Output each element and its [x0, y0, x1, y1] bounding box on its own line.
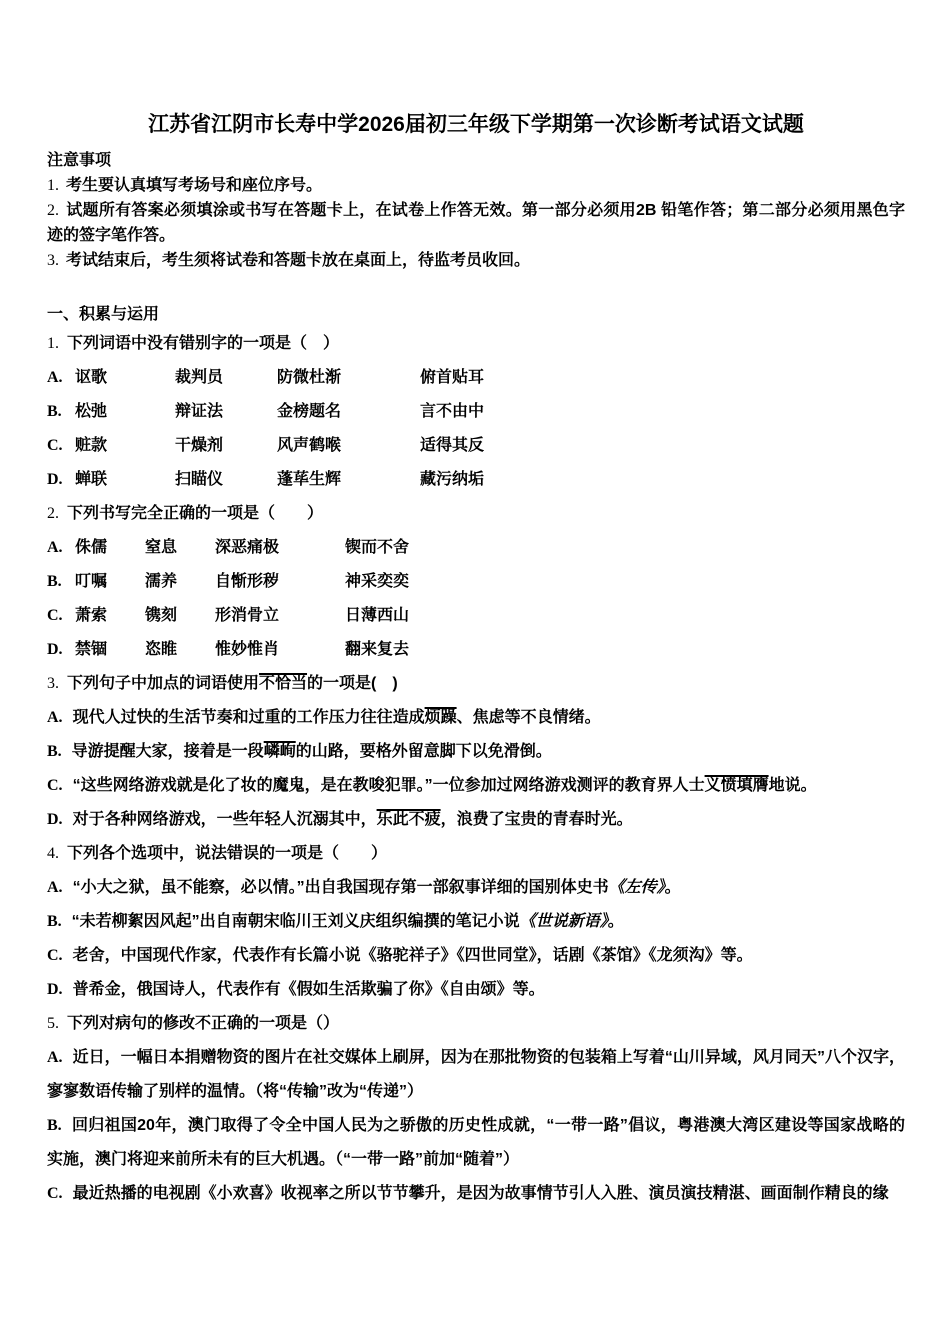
question-2-stem [47, 497, 905, 531]
option-label: C. [47, 947, 63, 964]
question-4-option-d [47, 973, 905, 1007]
question-3 [47, 667, 905, 837]
option-word: 萧索 [75, 607, 108, 624]
option-label: D. [47, 471, 63, 488]
option-text: 老舍，中国现代作家，代表作有长篇小说《骆驼祥子》《四世同堂》，话剧《茶馆》《龙须沟》等。 [72, 947, 753, 964]
option-label: B. [47, 913, 62, 930]
question-3-option-b [47, 735, 905, 769]
option-text: 、焦虑等不良情绪。 [456, 709, 601, 726]
question-4-option-a [47, 871, 905, 905]
option-word: 自惭形秽 [215, 573, 280, 590]
book-title: 《世说新语》 [519, 913, 608, 930]
option-label: D. [47, 981, 63, 998]
notice-item-text: 考生要认真填写考场号和座位序号。 [66, 177, 323, 194]
emphasized-word: 烦躁 [424, 709, 457, 726]
question-3-option-c [47, 769, 905, 803]
question-2-option-c [47, 599, 905, 633]
question-4-option-b [47, 905, 905, 939]
option-label: A. [47, 539, 63, 556]
question-5-option-c [47, 1177, 905, 1211]
option-word: 松弛 [75, 403, 108, 420]
option-label: B. [47, 403, 62, 420]
option-text: 。 [664, 879, 681, 896]
notice-heading: 注意事项 [47, 152, 112, 169]
question-4-stem [47, 837, 905, 871]
option-word: 防微杜渐 [277, 369, 342, 386]
option-word: 赃款 [75, 437, 108, 454]
notice-item [47, 198, 905, 248]
notice-section [47, 148, 905, 273]
question-4-option-c [47, 939, 905, 973]
emphasized-word: 嶙峋 [263, 743, 296, 760]
option-word: 形消骨立 [215, 607, 280, 624]
option-text: 普希金，俄国诗人，代表作有《假如生活欺骗了你》《自由颂》等。 [72, 981, 545, 998]
option-word: 蓬荜生辉 [277, 471, 342, 488]
option-word: 濡养 [145, 573, 178, 590]
question-2-option-d [47, 633, 905, 667]
question-2-option-a [47, 531, 905, 565]
option-label: D. [47, 811, 63, 828]
question-5-stem [47, 1007, 905, 1041]
option-text: ，浪费了宝贵的青春时光。 [440, 811, 633, 828]
option-word: 扫瞄仪 [175, 471, 224, 488]
question-1-option-a [47, 361, 905, 395]
option-word: 风声鹤喉 [277, 437, 342, 454]
option-text: 近日，一幅日本捐赠物资的图片在社交媒体上刷屏，因为在那批物资的包装箱上写着“山川异域，风月同天”八个汉字，寥寥数语传输了别样的温情。（将“传输”改为“传递”） [47, 1049, 905, 1100]
question-2-option-b [47, 565, 905, 599]
question-3-option-d [47, 803, 905, 837]
question-1-option-b [47, 395, 905, 429]
option-text: “这些网络游戏就是化了妆的魔鬼，是在教唆犯罪。”一位参加过网络游戏测评的教育界人士 [72, 777, 705, 794]
emphasized-word: 不恰当 [259, 675, 308, 692]
question-stem-text: 下列词语中没有错别字的一项是（ ） [67, 335, 340, 352]
option-text: 的山路，要格外留意脚下以免滑倒。 [295, 743, 552, 760]
question-2 [47, 497, 905, 667]
option-word: 惟妙惟肖 [215, 641, 280, 658]
question-1 [47, 327, 905, 497]
option-word: 禁锢 [75, 641, 108, 658]
option-label: A. [47, 709, 63, 726]
notice-item-number: 3. [47, 252, 59, 269]
question-number: 3. [47, 675, 59, 692]
option-word: 日薄西山 [345, 607, 410, 624]
option-word: 金榜题名 [277, 403, 342, 420]
notice-item-text: 试题所有答案必须填涂或书写在答题卡上，在试卷上作答无效。第一部分必须用2B 铅笔作答；第二部分必须用黑色字迹的签字笔作答。 [47, 202, 905, 244]
option-label: A. [47, 369, 63, 386]
notice-item-number: 2. [47, 202, 59, 219]
option-text: 最近热播的电视剧《小欢喜》收视率之所以节节攀升，是因为故事情节引人入胜、演员演技精湛、画面制作精良的缘 [72, 1185, 889, 1202]
question-3-option-a [47, 701, 905, 735]
option-word: 裁判员 [175, 369, 224, 386]
question-stem-text: 的一项是( ) [307, 675, 398, 692]
question-4 [47, 837, 905, 1007]
option-word: 讴歌 [75, 369, 108, 386]
question-number: 5. [47, 1015, 59, 1032]
notice-item [47, 173, 905, 198]
section-heading: 一、积累与运用 [47, 306, 160, 323]
question-5-option-b [47, 1109, 905, 1177]
option-text: 地说。 [768, 777, 817, 794]
question-stem-text: 下列书写完全正确的一项是（ ） [67, 505, 324, 522]
option-word: 镌刻 [145, 607, 178, 624]
option-text: 导游提醒大家，接着是一段 [71, 743, 264, 760]
option-label: C. [47, 607, 63, 624]
option-label: D. [47, 641, 63, 658]
emphasized-word: 乐此不疲 [376, 811, 441, 828]
option-text: 。 [607, 913, 624, 930]
question-number: 1. [47, 335, 59, 352]
option-word: 俯首贴耳 [420, 369, 485, 386]
question-number: 2. [47, 505, 59, 522]
emphasized-word: 义愤填膺 [704, 777, 769, 794]
question-3-stem [47, 667, 905, 701]
option-word: 窒息 [145, 539, 178, 556]
question-1-option-c [47, 429, 905, 463]
question-1-stem [47, 327, 905, 361]
question-stem-text: 下列各个选项中，说法错误的一项是（ ） [67, 845, 388, 862]
notice-item [47, 248, 905, 273]
option-word: 叮嘱 [75, 573, 108, 590]
option-word: 辩证法 [175, 403, 224, 420]
option-word: 蝉联 [75, 471, 108, 488]
option-word: 恣睢 [145, 641, 178, 658]
book-title: 《左传》 [608, 879, 665, 896]
option-word: 适得其反 [420, 437, 485, 454]
option-label: B. [47, 743, 62, 760]
option-label: B. [47, 573, 62, 590]
option-label: C. [47, 777, 63, 794]
option-label: A. [47, 879, 63, 896]
notice-item-number: 1. [47, 177, 59, 194]
option-word: 言不由中 [420, 403, 485, 420]
option-word: 干燥剂 [175, 437, 224, 454]
question-1-option-d [47, 463, 905, 497]
question-stem-text: 下列对病句的修改不正确的一项是（） [67, 1015, 340, 1032]
option-word: 藏污纳垢 [420, 471, 485, 488]
option-text: 对于各种网络游戏，一些年轻人沉溺其中， [72, 811, 377, 828]
option-word: 翻来复去 [345, 641, 410, 658]
question-5-option-a [47, 1041, 905, 1109]
option-text: 现代人过快的生活节奏和过重的工作压力往往造成 [72, 709, 425, 726]
option-word: 侏儒 [75, 539, 108, 556]
option-text: “未若柳絮因风起”出自南朝宋临川王刘义庆组织编撰的笔记小说 [71, 913, 520, 930]
option-label: C. [47, 437, 63, 454]
option-label: B. [47, 1117, 62, 1134]
option-label: A. [47, 1049, 63, 1066]
question-number: 4. [47, 845, 59, 862]
option-text: 回归祖国20年，澳门取得了令全中国人民为之骄傲的历史性成就，“一带一路”倡议，粤港澳大湾区建设等国家战略的实施，澳门将迎来前所未有的巨大机遇。（“一带一路”前加“随着”） [47, 1117, 905, 1168]
question-stem-text: 下列句子中加点的词语使用 [67, 675, 260, 692]
option-text: “小大之狱，虽不能察，必以情。”出自我国现存第一部叙事详细的国别体史书 [72, 879, 609, 896]
option-word: 神采奕奕 [345, 573, 410, 590]
option-word: 锲而不舍 [345, 539, 410, 556]
option-word: 深恶痛极 [215, 539, 280, 556]
question-5 [47, 1007, 905, 1211]
option-label: C. [47, 1185, 63, 1202]
notice-item-text: 考试结束后，考生须将试卷和答题卡放在桌面上，待监考员收回。 [66, 252, 531, 269]
page-title: 江苏省江阴市长寿中学2026届初三年级下学期第一次诊断考试语文试题 [148, 113, 804, 136]
